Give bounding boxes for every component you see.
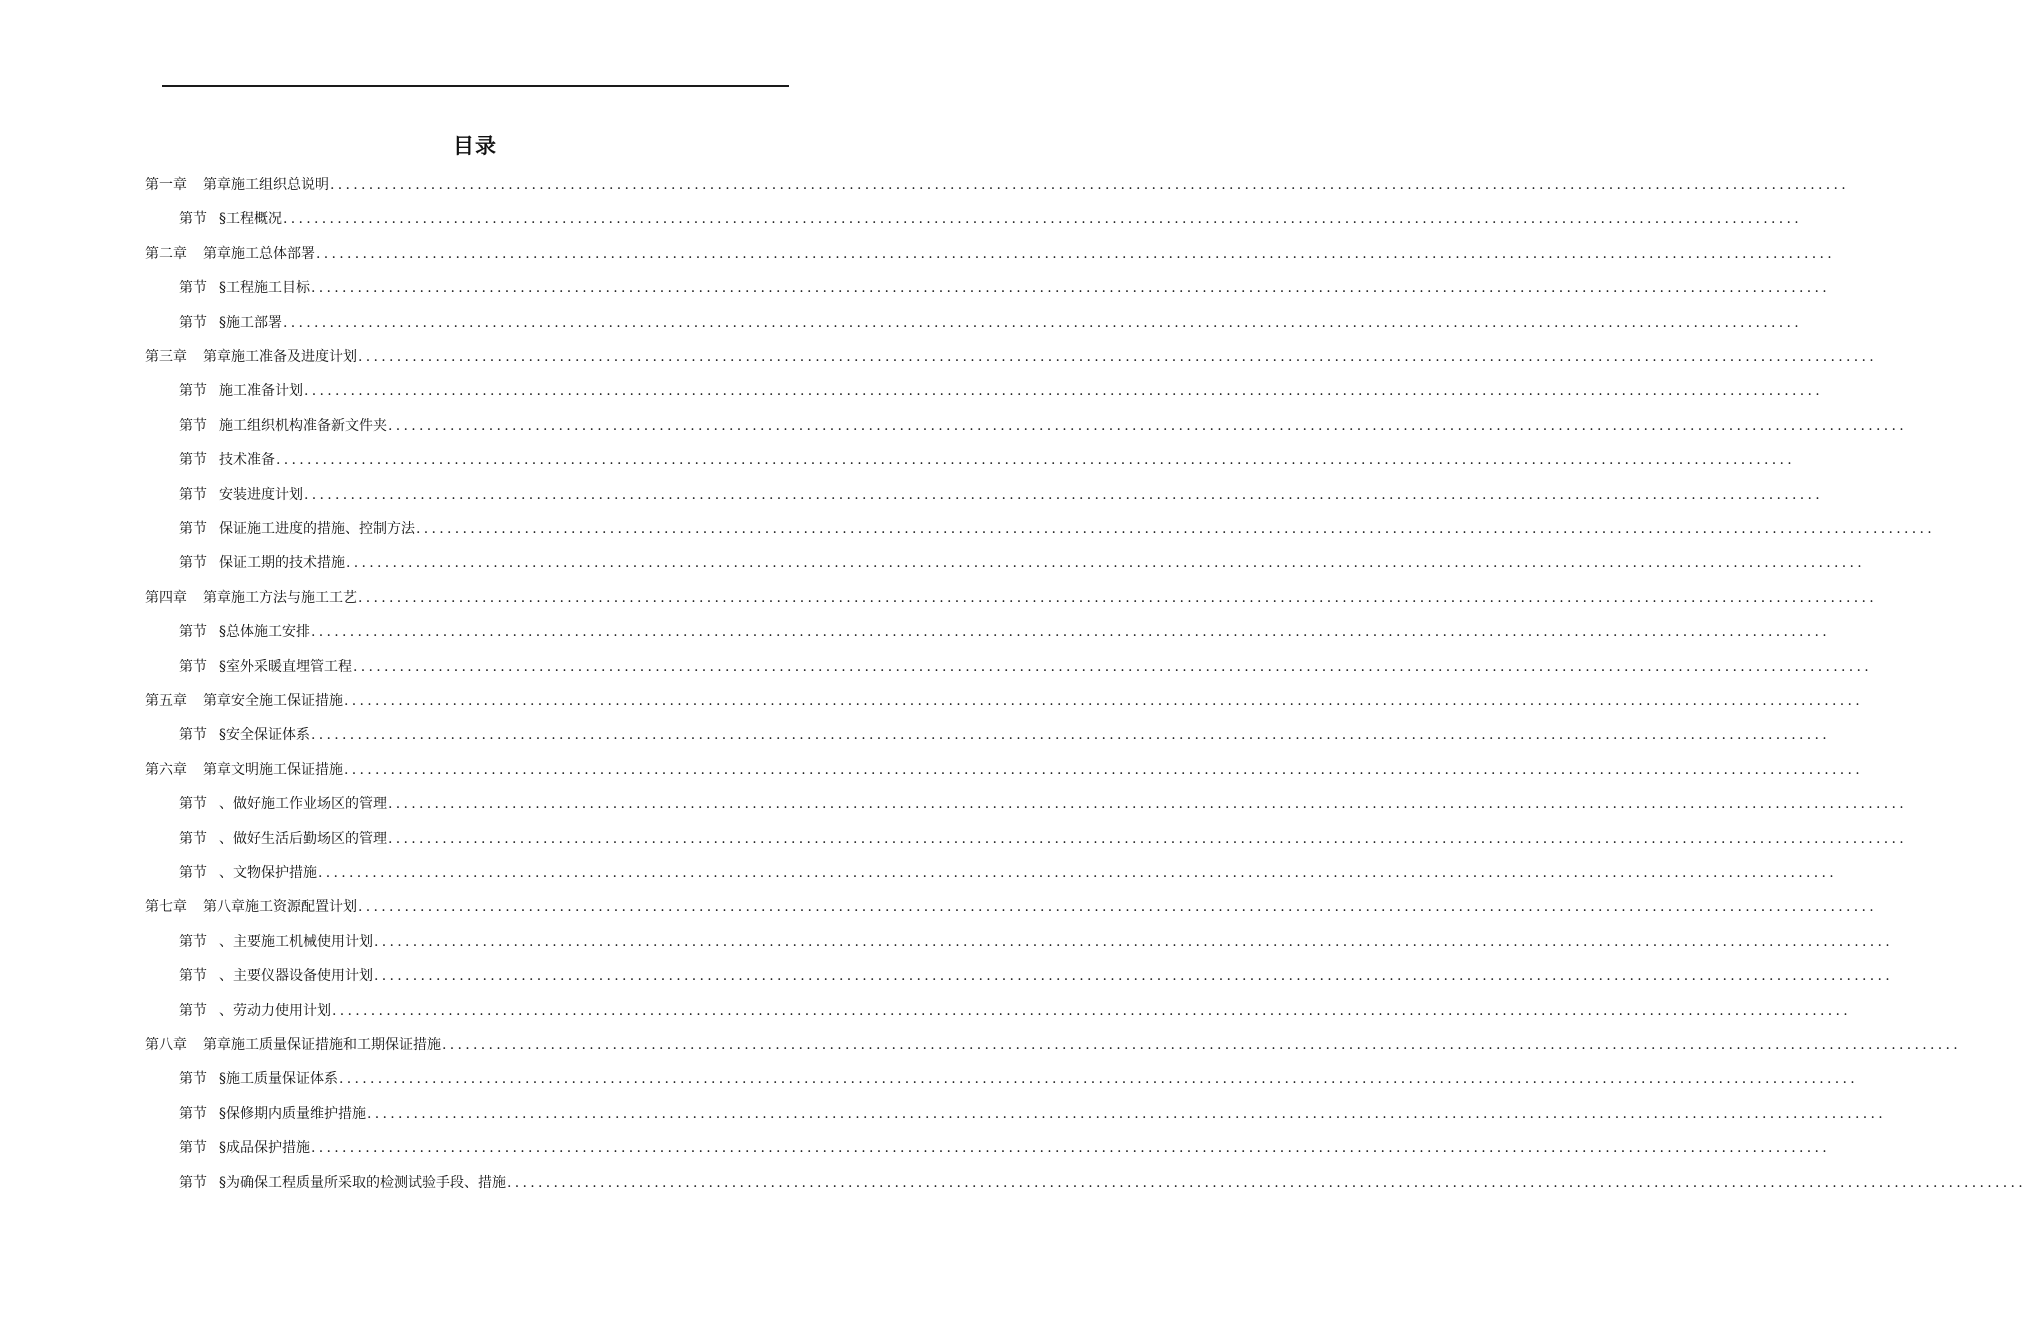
dot-leader: ....................................................................................................................................................................................................: [311, 727, 1831, 744]
toc-chapter-entry[interactable]: [145, 1034, 1962, 1056]
toc-section-entry[interactable]: [179, 1172, 2026, 1194]
dot-leader: ....................................................................................................................................................................................................: [344, 693, 1864, 709]
toc-section-entry[interactable]: [179, 1068, 1859, 1090]
toc-section-entry[interactable]: [179, 1137, 1831, 1159]
toc-entry-title: 第章施工质量保证措施和工期保证措施: [203, 1037, 441, 1053]
dot-leader: ....................................................................................................................................................................................................: [388, 796, 1908, 813]
toc-section-entry[interactable]: [179, 1103, 1887, 1125]
toc-entry-title: 第章施工总体部署: [203, 245, 315, 262]
dot-leader: ....................................................................................................................................................................................................: [358, 589, 1878, 606]
toc-entry-title: 、劳动力使用计划: [219, 1002, 331, 1019]
toc-entry-title: §施工部署: [219, 314, 282, 331]
toc-section-entry[interactable]: [179, 793, 1908, 815]
toc-entry-label: 第节: [179, 658, 207, 675]
dot-leader: ....................................................................................................................................................................................................: [442, 1037, 1962, 1053]
toc-chapter-entry[interactable]: [145, 759, 1864, 781]
toc-chapter-entry[interactable]: [145, 243, 1836, 265]
toc-entry-title: §工程施工目标: [219, 280, 310, 297]
toc-entry-title: §工程概况: [219, 211, 282, 228]
toc-entry-label: 第节: [179, 624, 207, 641]
toc-section-entry[interactable]: [179, 552, 1866, 574]
dot-leader: ....................................................................................................................................................................................................: [346, 555, 1866, 572]
toc-entry-label: 第节: [179, 383, 207, 400]
dot-leader: ....................................................................................................................................................................................................: [388, 417, 1908, 434]
toc-entry-title: 第章安全施工保证措施: [203, 693, 343, 709]
toc-entry-title: §成品保护措施: [219, 1140, 310, 1157]
toc-entry-label: 第二章: [145, 245, 187, 262]
dot-leader: ....................................................................................................................................................................................................: [304, 383, 1824, 400]
toc-section-entry[interactable]: [179, 208, 1803, 230]
toc-section-entry[interactable]: [179, 312, 1803, 334]
toc-chapter-entry[interactable]: [145, 690, 1864, 712]
toc-entry-title: §室外采暖直埋管工程: [219, 658, 352, 675]
dot-leader: ....................................................................................................................................................................................................: [283, 211, 1803, 228]
toc-entry-label: 第七章: [145, 899, 187, 916]
toc-section-entry[interactable]: [179, 931, 1894, 953]
toc-entry-title: 第章文明施工保证措施: [203, 761, 343, 778]
dot-leader: ....................................................................................................................................................................................................: [311, 280, 1831, 297]
toc-section-entry[interactable]: [179, 862, 1838, 884]
toc-entry-title: 第八章施工资源配置计划: [203, 899, 357, 916]
toc-section-entry[interactable]: [179, 1000, 1852, 1022]
toc-entry-label: 第节: [179, 1002, 207, 1019]
toc-entry-title: §安全保证体系: [219, 727, 310, 744]
toc-entry-title: §总体施工安排: [219, 624, 310, 641]
dot-leader: ....................................................................................................................................................................................................: [353, 658, 1873, 675]
toc-entry-label: 第八章: [145, 1037, 187, 1053]
dot-leader: ....................................................................................................................................................................................................: [304, 486, 1824, 503]
toc-entry-label: 第四章: [145, 589, 187, 606]
toc-entry-label: 第节: [179, 968, 207, 985]
toc-section-entry[interactable]: [179, 724, 1831, 746]
dot-leader: ....................................................................................................................................................................................................: [311, 1140, 1831, 1157]
toc-entry-title: 安装进度计划: [219, 486, 303, 503]
toc-section-entry[interactable]: [179, 380, 1824, 402]
toc-entry-label: 第一章: [145, 177, 187, 193]
dot-leader: ....................................................................................................................................................................................................: [344, 761, 1864, 778]
toc-section-entry[interactable]: [179, 965, 1894, 987]
toc-entry-label: 第节: [179, 521, 207, 537]
toc-entry-label: 第节: [179, 314, 207, 331]
toc-entry-title: 、文物保护措施: [219, 865, 317, 881]
toc-chapter-entry[interactable]: [145, 346, 1878, 368]
dot-leader: ....................................................................................................................................................................................................: [330, 177, 1850, 193]
toc-section-entry[interactable]: [179, 621, 1831, 643]
toc-entry-label: 第节: [179, 1105, 207, 1122]
toc-entry-title: §施工质量保证体系: [219, 1071, 338, 1088]
toc-entry-title: 、主要施工机械使用计划: [219, 933, 373, 950]
dot-leader: ....................................................................................................................................................................................................: [374, 968, 1894, 985]
toc-entry-title: 、主要仪器设备使用计划: [219, 968, 373, 985]
toc-chapter-entry[interactable]: [145, 587, 1878, 609]
dot-leader: ....................................................................................................................................................................................................: [276, 452, 1796, 469]
toc-entry-title: 保证施工进度的措施、控制方法: [219, 521, 415, 537]
dot-leader: ....................................................................................................................................................................................................: [316, 245, 1836, 262]
dot-leader: ....................................................................................................................................................................................................: [388, 830, 1908, 847]
toc-entry-label: 第节: [179, 1071, 207, 1088]
dot-leader: ....................................................................................................................................................................................................: [416, 521, 1936, 537]
toc-chapter-entry[interactable]: [145, 174, 1850, 196]
toc-entry-label: 第节: [179, 280, 207, 297]
toc-entry-label: 第节: [179, 933, 207, 950]
toc-entry-title: 保证工期的技术措施: [219, 555, 345, 572]
toc-entry-label: 第节: [179, 796, 207, 813]
toc-entry-title: 施工准备计划: [219, 383, 303, 400]
toc-entry-label: 第节: [179, 1140, 207, 1157]
toc-entry-label: 第节: [179, 1174, 207, 1191]
toc-entry-title: 第章施工组织总说明: [203, 177, 329, 193]
page-title: 目录: [453, 134, 497, 158]
toc-section-entry[interactable]: [179, 449, 1796, 471]
dot-leader: ....................................................................................................................................................................................................: [367, 1105, 1887, 1122]
toc-entry-label: 第三章: [145, 349, 187, 365]
toc-section-entry[interactable]: [179, 518, 1936, 540]
toc-entry-label: 第节: [179, 211, 207, 228]
toc-entry-title: 、做好施工作业场区的管理: [219, 796, 387, 813]
toc-section-entry[interactable]: [179, 484, 1824, 506]
toc-entry-title: §保修期内质量维护措施: [219, 1105, 366, 1122]
toc-entry-title: §为确保工程质量所采取的检测试验手段、措施: [219, 1174, 506, 1191]
toc-section-entry[interactable]: [179, 828, 1908, 850]
toc-entry-label: 第节: [179, 452, 207, 469]
toc-entry-label: 第节: [179, 417, 207, 434]
dot-leader: ....................................................................................................................................................................................................: [283, 314, 1803, 331]
dot-leader: ....................................................................................................................................................................................................: [311, 624, 1831, 641]
dot-leader: ....................................................................................................................................................................................................: [374, 933, 1894, 950]
toc-section-entry[interactable]: [179, 415, 1908, 437]
toc-entry-title: 第章施工方法与施工工艺: [203, 589, 357, 606]
toc-entry-label: 第节: [179, 727, 207, 744]
toc-chapter-entry[interactable]: [145, 896, 1878, 918]
toc-entry-label: 第节: [179, 830, 207, 847]
toc-entry-label: 第节: [179, 865, 207, 881]
toc-section-entry[interactable]: [179, 277, 1831, 299]
toc-entry-label: 第六章: [145, 761, 187, 778]
toc-entry-title: 、做好生活后勤场区的管理: [219, 830, 387, 847]
dot-leader: ....................................................................................................................................................................................................: [358, 349, 1878, 365]
toc-entry-label: 第节: [179, 555, 207, 572]
toc-section-entry[interactable]: [179, 656, 1873, 678]
toc-entry-label: 第五章: [145, 693, 187, 709]
toc-entry-title: 施工组织机构准备新文件夹: [219, 417, 387, 434]
dot-leader: ....................................................................................................................................................................................................: [358, 899, 1878, 916]
toc-entry-title: 第章施工准备及进度计划: [203, 349, 357, 365]
dot-leader: ....................................................................................................................................................................................................: [507, 1174, 2026, 1191]
toc-entry-title: 技术准备: [219, 452, 275, 469]
dot-leader: ....................................................................................................................................................................................................: [318, 865, 1838, 881]
dot-leader: ....................................................................................................................................................................................................: [339, 1071, 1859, 1088]
dot-leader: ....................................................................................................................................................................................................: [332, 1002, 1852, 1019]
toc-entry-label: 第节: [179, 486, 207, 503]
